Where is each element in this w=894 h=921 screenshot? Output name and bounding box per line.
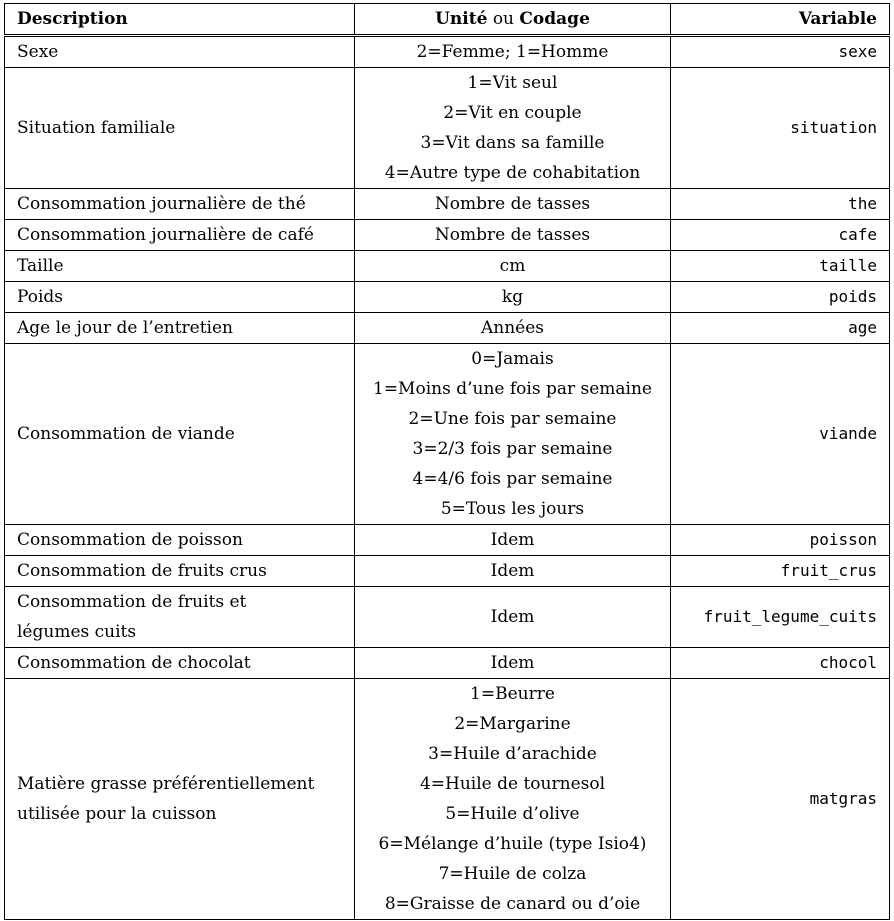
code-line: 2=Une fois par semaine	[408, 409, 617, 429]
cell-codage	[355, 282, 671, 313]
code-line: 3=Vit dans sa famille	[420, 133, 605, 153]
cell-codage	[355, 36, 671, 68]
cell-variable: taille	[671, 251, 890, 282]
cell-variable: age	[671, 313, 890, 344]
table-row	[5, 282, 890, 313]
cell-codage	[355, 556, 671, 587]
cell-variable: fruit_crus	[671, 556, 890, 587]
cell-variable: viande	[671, 344, 890, 525]
code-line: 4=Autre type de cohabitation	[384, 163, 641, 183]
header-description: Description	[5, 4, 355, 36]
description-line: Consommation de fruits et	[17, 592, 247, 612]
cell-description	[5, 587, 355, 648]
table-row	[5, 679, 890, 920]
code-line: kg	[501, 287, 524, 307]
code-line: 8=Graisse de canard ou d’oie	[384, 894, 641, 914]
cell-codage	[355, 679, 671, 920]
code-line: 5=Huile d’olive	[445, 804, 580, 824]
cell-codage	[355, 525, 671, 556]
code-line: 1=Vit seul	[467, 73, 558, 93]
code-line: 5=Tous les jours	[440, 499, 585, 519]
table-row	[5, 313, 890, 344]
table-row	[5, 36, 890, 68]
table-row	[5, 556, 890, 587]
code-line: 2=Margarine	[454, 714, 571, 734]
code-line: Idem	[490, 530, 535, 550]
code-line: Années	[480, 318, 545, 338]
variables-table	[4, 3, 890, 920]
cell-description: Situation familiale	[5, 68, 355, 189]
code-line: 2=Femme; 1=Homme	[416, 42, 609, 62]
cell-description: Consommation journalière de café	[5, 220, 355, 251]
cell-codage	[355, 251, 671, 282]
table-body	[5, 36, 890, 920]
cell-description: Poids	[5, 282, 355, 313]
cell-codage	[355, 189, 671, 220]
cell-codage	[355, 587, 671, 648]
cell-description: Consommation de viande	[5, 344, 355, 525]
cell-variable: poids	[671, 282, 890, 313]
code-line: cm	[499, 256, 526, 276]
cell-description: Taille	[5, 251, 355, 282]
cell-variable: the	[671, 189, 890, 220]
cell-description: Consommation de fruits crus	[5, 556, 355, 587]
code-line: 7=Huile de colza	[438, 864, 587, 884]
code-line: Nombre de tasses	[434, 225, 591, 245]
code-line: Nombre de tasses	[434, 194, 591, 214]
cell-codage	[355, 648, 671, 679]
cell-variable: poisson	[671, 525, 890, 556]
code-line: 4=Huile de tournesol	[419, 774, 606, 794]
cell-description	[5, 679, 355, 920]
cell-description: Age le jour de l’entretien	[5, 313, 355, 344]
code-line: Idem	[490, 561, 535, 581]
cell-variable: matgras	[671, 679, 890, 920]
table-row	[5, 344, 890, 525]
cell-description: Consommation de chocolat	[5, 648, 355, 679]
code-line: Idem	[490, 607, 535, 627]
cell-codage	[355, 344, 671, 525]
code-line: 3=Huile d’arachide	[428, 744, 597, 764]
table-row	[5, 251, 890, 282]
cell-description: Consommation journalière de thé	[5, 189, 355, 220]
cell-description: Sexe	[5, 36, 355, 68]
code-line: 3=2/3 fois par semaine	[412, 439, 613, 459]
code-line: 6=Mélange d’huile (type Isio4)	[378, 834, 647, 854]
cell-variable: fruit_legume_cuits	[671, 587, 890, 648]
cell-variable: chocol	[671, 648, 890, 679]
cell-codage	[355, 220, 671, 251]
table-header-row	[5, 4, 890, 36]
code-line: 1=Moins d’une fois par semaine	[373, 379, 652, 399]
table-row	[5, 648, 890, 679]
cell-description: Consommation de poisson	[5, 525, 355, 556]
code-line: 0=Jamais	[471, 349, 554, 369]
description-line: Matière grasse préférentiellement	[17, 774, 315, 794]
description-line: utilisée pour la cuisson	[17, 804, 217, 824]
table-row	[5, 68, 890, 189]
code-line: 4=4/6 fois par semaine	[412, 469, 613, 489]
description-line: légumes cuits	[17, 622, 137, 642]
cell-variable: situation	[671, 68, 890, 189]
table-row	[5, 189, 890, 220]
table-row	[5, 587, 890, 648]
cell-codage	[355, 313, 671, 344]
code-line: Idem	[490, 653, 535, 673]
header-variable: Variable	[671, 4, 890, 36]
cell-variable: sexe	[671, 36, 890, 68]
code-line: 2=Vit en couple	[443, 103, 582, 123]
cell-codage	[355, 68, 671, 189]
cell-variable: cafe	[671, 220, 890, 251]
table-row	[5, 525, 890, 556]
header-unite-codage: Unité ou Codage	[355, 4, 671, 36]
table-row	[5, 220, 890, 251]
code-line: 1=Beurre	[470, 684, 555, 704]
